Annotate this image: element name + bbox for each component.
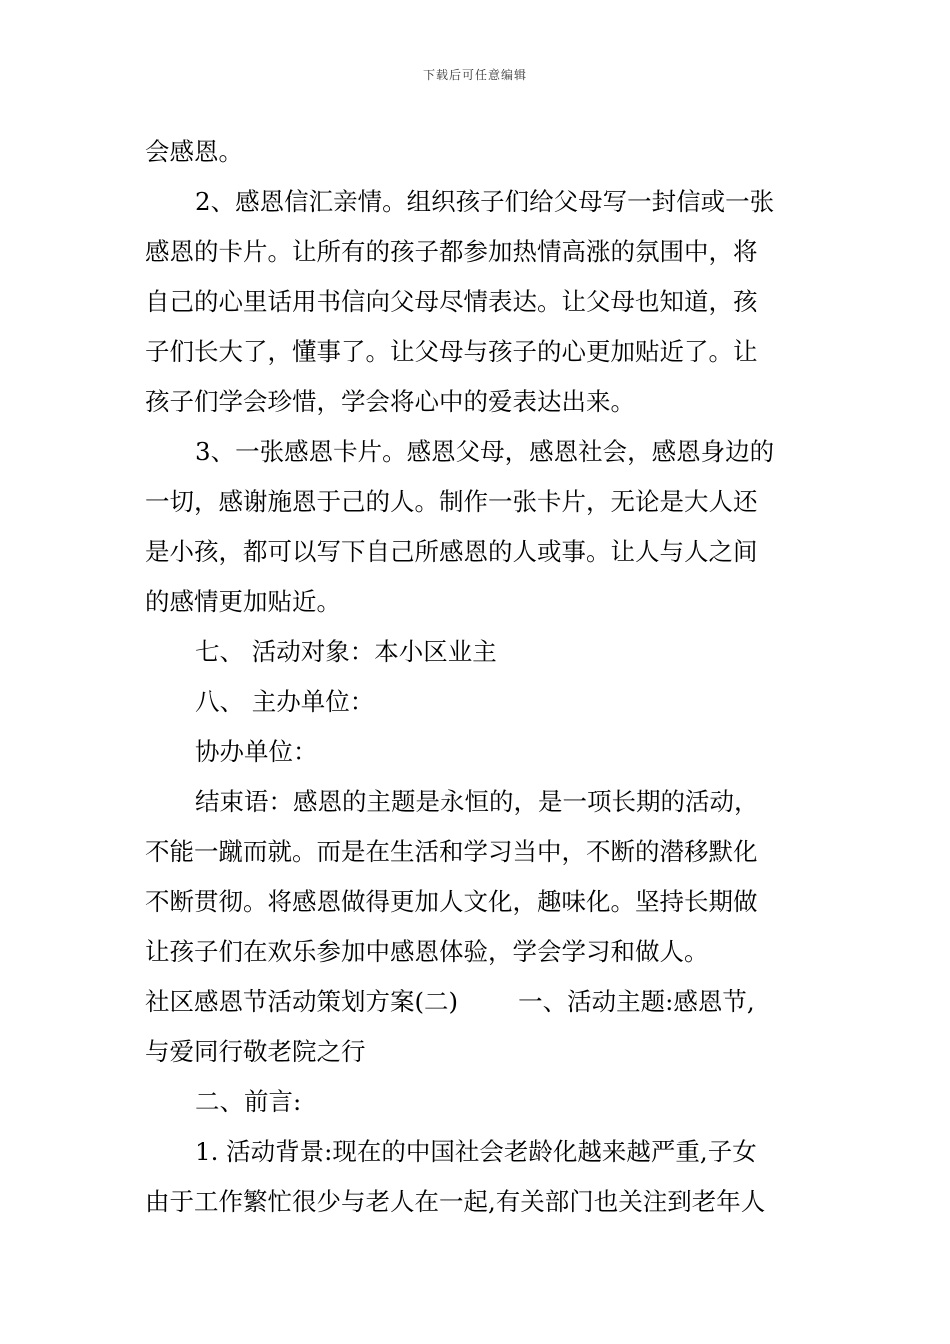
text-line: 协办单位： xyxy=(195,737,318,766)
text-line: 2、感恩信汇亲情。组织孩子们给父母写一封信或一张 xyxy=(195,187,775,216)
text-line: 让孩子们在欢乐参加中感恩体验，学会学习和做人。 xyxy=(145,937,709,966)
text-line: 感恩的卡片。让所有的孩子都参加热情高涨的氛围中，将 xyxy=(145,237,758,266)
document-subtitle: 社区感恩节活动策划方案(二) xyxy=(145,987,459,1016)
text-line: 的感情更加贴近。 xyxy=(145,587,341,616)
text-line: 1. 活动背景:现在的中国社会老龄化越来越严重,子女 xyxy=(195,1137,757,1166)
text-line: 结束语：感恩的主题是永恒的，是一项长期的活动， xyxy=(195,787,759,816)
text-line: 是小孩，都可以写下自己所感恩的人或事。让人与人之间 xyxy=(145,537,758,566)
text-line: 子们长大了，懂事了。让父母与孩子的心更加贴近了。让 xyxy=(145,337,758,366)
text-line: 八、 主办单位： xyxy=(195,687,375,716)
text-line: 一切，感谢施恩于己的人。制作一张卡片，无论是大人还 xyxy=(145,487,758,516)
title-line xyxy=(145,977,810,1027)
text-line: 不断贯彻。将感恩做得更加人文化，趣味化。坚持长期做 xyxy=(145,887,758,916)
text-line: 由于工作繁忙很少与老人在一起,有关部门也关注到老年人 xyxy=(145,1187,766,1216)
text-line: 与爱同行敬老院之行 xyxy=(145,1037,366,1066)
section-heading: 一、活动主题:感恩节, xyxy=(518,987,755,1016)
text-line: 不能一蹴而就。而是在生活和学习当中，不断的潜移默化 xyxy=(145,837,758,866)
text-line: 二、前言: xyxy=(195,1087,302,1116)
text-line: 会感恩。 xyxy=(145,137,243,166)
text-line: 3、一张感恩卡片。感恩父母，感恩社会，感恩身边的 xyxy=(195,437,775,466)
text-line: 自己的心里话用书信向父母尽情表达。让父母也知道，孩 xyxy=(145,287,758,316)
text-line: 七、 活动对象：本小区业主 xyxy=(195,637,497,666)
text-line: 孩子们学会珍惜，学会将心中的爱表达出来。 xyxy=(145,387,635,416)
page-header: 下载后可任意编辑 xyxy=(422,68,527,82)
document-body xyxy=(145,127,810,1227)
